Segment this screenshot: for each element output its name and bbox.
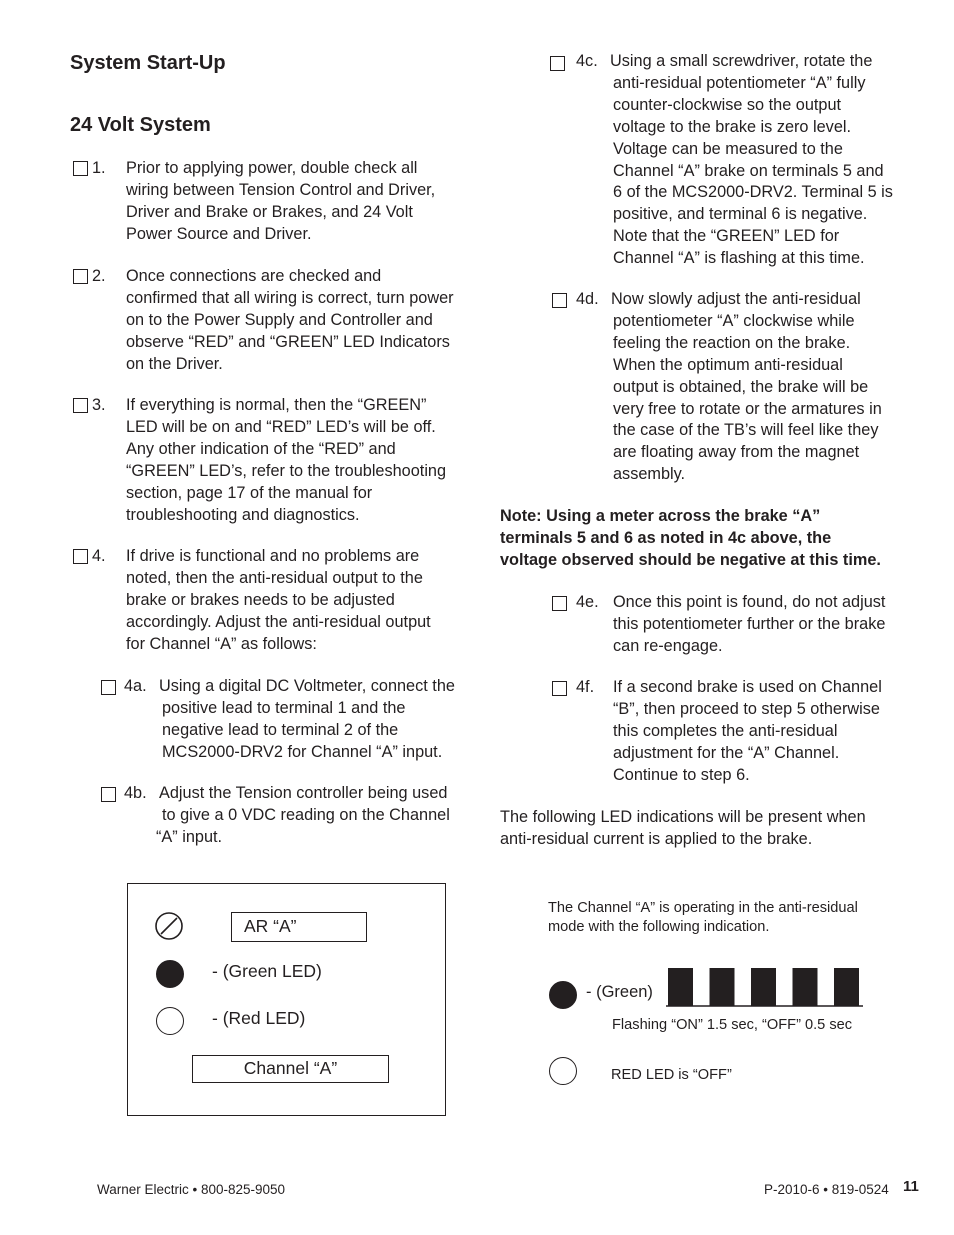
flash-timing-caption: Flashing “ON” 1.5 sec, “OFF” 0.5 sec [612,1017,853,1033]
step-number: 4. [92,547,106,565]
step-4b-checkbox[interactable] [101,787,116,802]
green-led-label: - (Green LED) [212,961,322,981]
green-led-indicator-icon [549,981,577,1009]
step-4d-checkbox[interactable] [552,293,567,308]
channel-label-box: Channel “A” [192,1055,389,1083]
step-number: 2. [92,267,106,285]
step-text: Using a digital DC Voltmeter, connect the positive lead to terminal 1 and the negative lead to terminal 2 of the MCS2000-DRV2 for Channel “A” input. [159,677,455,761]
red-led-caption: RED LED is “OFF” [611,1067,732,1083]
step-text: Prior to applying power, double check all wiring between Tension Control and Driver, Driver and Brake or Brakes, and 24 Volt Power Source and Driver. [126,159,436,243]
step-text: If drive is functional and no problems are noted, then the anti-residual output to the brake or brakes needs to be adjusted accordingly. Adjust the anti-residual output for Channel “A” as follows: [126,547,431,653]
footer-company: Warner Electric • 800-825-9050 [97,1182,286,1197]
driver-panel-diagram [127,883,446,1116]
flash-pulse-waveform [666,966,866,1010]
step-4e-checkbox[interactable] [552,596,567,611]
green-led-icon [156,960,184,988]
green-indicator-label: - (Green) [586,983,653,1001]
step-2-checkbox[interactable] [73,269,88,284]
page-number: 11 [903,1178,919,1195]
flash-on-pulse [793,968,818,1006]
step-text: Adjust the Tension controller being used to give a 0 VDC reading on the Channel “A” input. [156,784,450,846]
footer-doc-id: P-2010-6 • 819-0524 [764,1182,889,1197]
red-led-icon [156,1007,184,1035]
red-led-off-icon [549,1057,577,1085]
flash-on-pulse [834,968,859,1006]
potentiometer-icon [154,911,184,941]
step-4-checkbox[interactable] [73,549,88,564]
note-text: Note: Using a meter across the brake “A” terminals 5 and 6 as noted in 4c above, the voltage observed should be negative at this time. [500,507,881,569]
step-1-checkbox[interactable] [73,161,88,176]
red-led-label: - (Red LED) [212,1008,306,1028]
step-text: If everything is normal, then the “GREEN” LED will be on and “RED” LED’s will be off. Any other indication of the “RED” and “GREEN” LED’s, refer to the troubleshooting section, page 17 of the manual for troubleshooting and diagnostics. [126,396,447,524]
step-number: 4b. [124,784,147,802]
step-text: Now slowly adjust the anti-residual potentiometer “A” clockwise while feeling the reaction on the brake. When the optimum anti-residual output is obtained, the brake will be very free to rotate or the armatures in the case of the TB’s will feel like they are floating away from the magnet assembly. [611,290,882,484]
flash-on-pulse [751,968,776,1006]
step-number: 4a. [124,677,147,695]
flash-on-pulse [710,968,735,1006]
step-text: Once this point is found, do not adjust this potentiometer further or the brake can re-engage. [613,593,886,655]
ar-label-box: AR “A” [231,912,367,942]
step-number: 3. [92,396,106,414]
step-text: Using a small screwdriver, rotate the anti-residual potentiometer “A” fully counter-clockwise so the output voltage to the brake is zero level. Voltage can be measured to the Channel “A” brake on terminals 5 and 6 of the MCS2000-DRV2. Terminal 5 is positive, and terminal 6 is negative. Note that the “GREEN” LED for Channel “A” is flashing at this time. [610,52,893,268]
step-number: 4f. [576,678,595,696]
step-4f-checkbox[interactable] [552,681,567,696]
step-text: If a second brake is used on Channel “B”, then proceed to step 5 otherwise this completes the anti-residual adjustment for the “A” Channel. Continue to step 6. [613,678,882,784]
flash-on-pulse [668,968,693,1006]
page-title: System Start-Up [70,52,226,74]
step-3-checkbox[interactable] [73,398,88,413]
step-text: Once connections are checked and confirmed that all wiring is correct, turn power on to the Power Supply and Controller and observe “RED” and “GREEN” LED Indicators on the Driver. [126,267,454,373]
step-4c-checkbox[interactable] [550,56,565,71]
step-4a-checkbox[interactable] [101,680,116,695]
led-intro-text: The following LED indications will be present when anti-residual current is applied to the brake. [500,808,866,848]
indication-caption: The Channel “A” is operating in the anti-residual mode with the following indication. [548,900,858,935]
step-number: 4c. [576,52,598,70]
step-number: 4d. [576,290,599,308]
step-number: 1. [92,159,106,177]
step-number: 4e. [576,593,599,611]
section-title: 24 Volt System [70,114,211,136]
